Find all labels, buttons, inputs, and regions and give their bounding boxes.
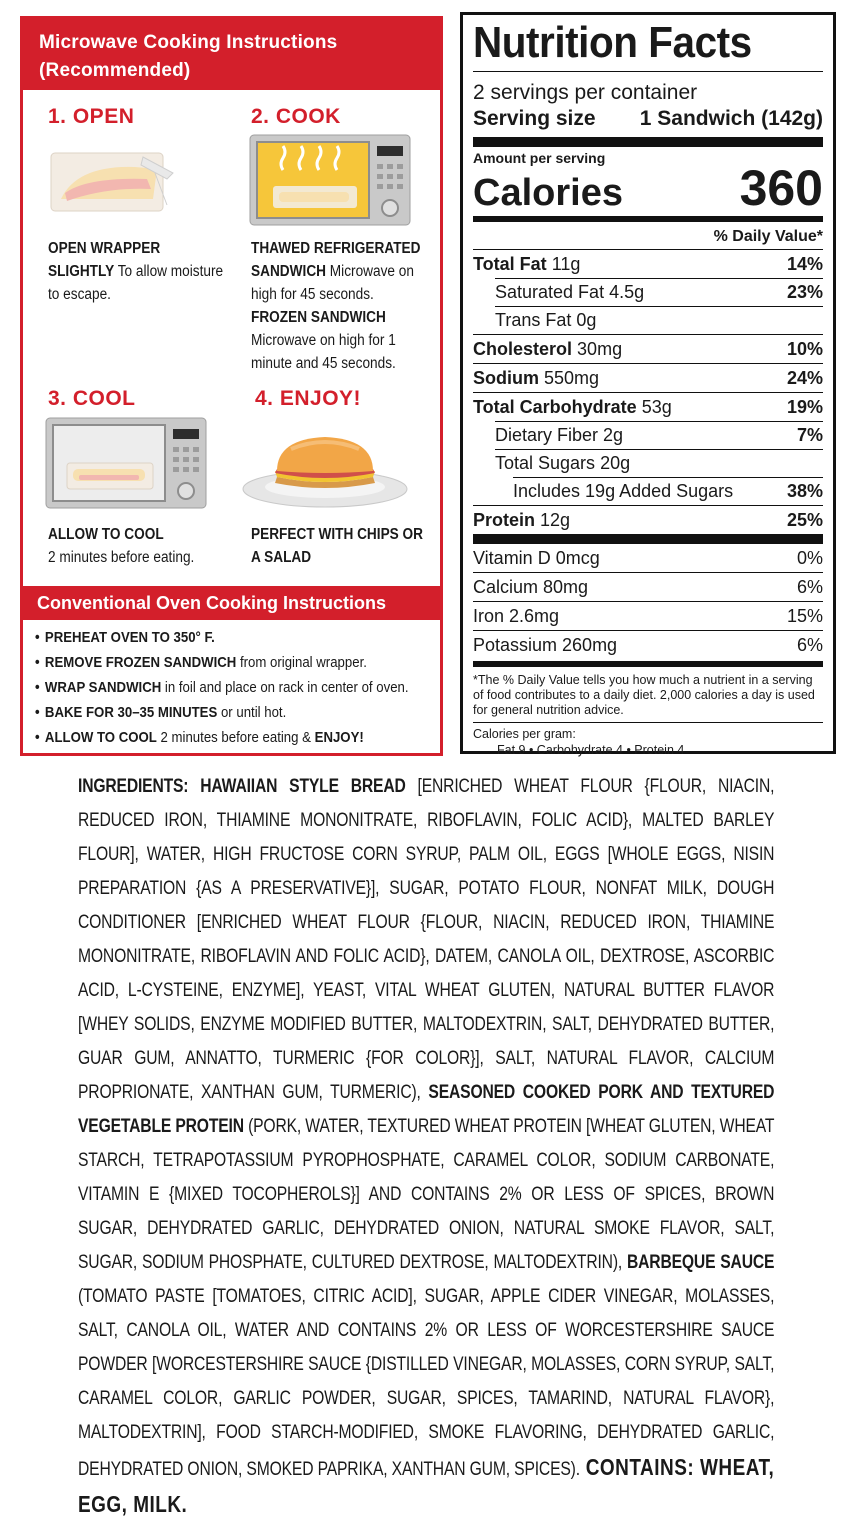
nutrient-name (495, 421, 623, 449)
step-open-text (48, 237, 224, 306)
oven-item-bold: BAKE FOR 30–35 MINUTES (44, 704, 218, 721)
nutrient-amount: 53g (641, 397, 672, 417)
nutrient-daily-value: 38% (786, 481, 823, 501)
step-cook-bold1: THAWED REFRIGERATED SANDWICH (251, 240, 421, 280)
step-title: 4. ENJOY! (255, 387, 362, 410)
step-cook-desc1: Microwave on high for 45 seconds. (251, 263, 414, 303)
step-cool-bold: ALLOW TO COOL (48, 526, 164, 543)
sandwich-plate-icon (241, 429, 411, 511)
microwave-cooking-icon (249, 134, 411, 228)
nutrient-daily-value: 10% (786, 339, 823, 359)
nutrient-label: Includes 19g Added Sugars (513, 481, 734, 501)
nutrient-row (473, 392, 823, 421)
vitamin-label: Vitamin D 0mcg (473, 548, 600, 568)
calories-label: Calories (473, 172, 623, 214)
ingredients-part1: [ENRICHED WHEAT FLOUR {FLOUR, NIACIN, REDUCED IRON, THIAMINE MONONITRATE, RIBOFLAVIN, FOLIC ACID}, MALTED BARLEY FLOUR], WATER, HIGH FRUCTOSE CORN SYRUP, PALM OIL, EGGS [WHOLE EGGS, NISIN PREPARATION {AS A PRESERVATIVE}], SUGAR, POTATO FLOUR, NONFAT MILK, DOUGH CONDITIONER [ENRICHED WHEAT FLOUR {FLOUR, NIACIN, REDUCED IRON, THIAMINE MONONITRATE, RIBOFLAVIN AND FOLIC ACID}, DATEM, CANOLA OIL, DEXTROSE, ASCORBIC ACID, L-CYSTEINE, ENZYME], YEAST, VITAL WHEAT GLUTEN, NATURAL BUTTER FLAVOR [WHEY SOLIDS, ENZYME MODIFIED BUTTER, MALTODEXTRIN, SALT, DEHYDRATED BUTTER, GUAR GUM, ANNATTO, TURMERIC {FOR COLOR}], SALT, NATURAL FLAVOR, CALCIUM PROPRIONATE, XANTHAN GUM, TURMERIC), (78, 776, 775, 1103)
allergen-statement: CONTAINS: WHEAT, EGG, MILK. (78, 1454, 775, 1517)
nutrient-amount: 550mg (544, 368, 600, 388)
nutrition-title: Nutrition Facts (473, 18, 752, 67)
nutrient-name (473, 393, 672, 421)
nutrient-daily-value: 24% (786, 368, 823, 388)
oven-item-text: 2 minutes before eating & (156, 729, 315, 746)
serving-size (473, 106, 823, 132)
nutrient-name (495, 278, 644, 306)
nutrient-name (495, 306, 596, 334)
nutrient-row (473, 250, 823, 278)
nutrient-row (473, 278, 823, 306)
step-enjoy-bold: PERFECT WITH CHIPS OR A SALAD (251, 526, 424, 566)
nutrient-name (473, 335, 622, 363)
step-title: 1. OPEN (48, 105, 135, 128)
oven-instructions-list (35, 625, 495, 750)
nutrient-row (473, 334, 823, 363)
oven-item: • REMOVE FROZEN SANDWICH from original wrapper. (35, 654, 367, 671)
oven-item-text: in foil and place on rack in center of oven. (161, 679, 409, 696)
ingredients-label: INGREDIENTS: HAWAIIAN STYLE BREAD (78, 776, 406, 797)
step-cool (48, 387, 136, 411)
nutrition-facts-panel (460, 12, 836, 757)
oven-item-bold-end: ENJOY! (314, 729, 364, 746)
nutrient-row (473, 306, 823, 334)
step-open-text-wrap (48, 237, 248, 306)
microwave-cooling-icon (45, 417, 207, 511)
vitamin-label: Iron 2.6mg (473, 606, 560, 626)
nutrient-row (473, 363, 823, 392)
nutrient-row (473, 449, 823, 477)
microwave-title: Microwave Cooking Instructions (39, 32, 338, 53)
step-enjoy (255, 387, 361, 411)
nutrient-label: Saturated Fat (495, 282, 605, 302)
wrapped-sandwich-icon (47, 143, 177, 217)
serving-size-label: Serving size (473, 107, 596, 130)
step-cook-desc2: Microwave on high for 1 minute and 45 seconds. (251, 332, 396, 372)
servings-per-container: 2 servings per container (473, 81, 698, 104)
serving-size-value: 1 Sandwich (142g) (639, 107, 823, 130)
calories-row (473, 160, 823, 216)
nutrient-amount: 12g (540, 510, 571, 530)
nutrient-amount: 4.5g (609, 282, 645, 302)
nutrient-name (473, 364, 599, 392)
vitamin-label: Potassium 260mg (473, 635, 618, 655)
nutrient-daily-value: 25% (786, 510, 823, 530)
vitamin-label: Calcium 80mg (473, 577, 589, 597)
step-cool-text (48, 523, 242, 569)
nutrient-label: Total Carbohydrate (473, 397, 637, 417)
oven-item: • WRAP SANDWICH in foil and place on rack in center of oven. (35, 679, 409, 696)
divider-thick (473, 534, 823, 544)
nutrient-name (473, 250, 580, 278)
nutrient-label: Total Fat (473, 254, 547, 274)
calories-value: 360 (739, 160, 823, 216)
oven-item-bold: REMOVE FROZEN SANDWICH (44, 654, 237, 671)
vitamin-daily-value: 6% (796, 577, 823, 597)
oven-item: • PREHEAT OVEN TO 350° F. (35, 629, 215, 646)
ingredients-text (78, 770, 774, 1524)
divider-thick (473, 137, 823, 147)
microwave-header (23, 19, 440, 90)
nutrient-daily-value: 23% (786, 282, 823, 302)
nutrient-label: Trans Fat (495, 310, 572, 330)
vitamin-rows (473, 544, 823, 659)
step-enjoy-text (251, 523, 427, 569)
divider-mid (473, 661, 823, 667)
nutrient-amount: 11g (551, 254, 581, 274)
step-title: 2. COOK (251, 105, 341, 128)
step-title: 3. COOL (48, 387, 136, 410)
calories-per-gram-label: Calories per gram: (473, 727, 576, 741)
nutrient-row (473, 421, 823, 449)
ingredients-part3: (TOMATO PASTE [TOMATOES, CITRIC ACID], SUGAR, APPLE CIDER VINEGAR, MOLASSES, SALT, CANOLA OIL, WATER AND CONTAINS 2% OR LESS OF WORCESTERSHIRE SAUCE POWDER [WORCESTERSHIRE SAUCE {DISTILLED VINEGAR, MOLASSES, CORN SYRUP, SALT, CARAMEL COLOR, GARLIC POWDER, SUGAR, SPICES, TAMARIND, NATURAL FLAVOR}, MALTODEXTRIN], FOOD STARCH-MODIFIED, SMOKE FLAVORING, DEHYDRATED GARLIC, DEHYDRATED ONION, SMOKED PAPRIKA, XANTHAN GUM, SPICES). (78, 1286, 775, 1480)
step-cook-text-wrap (251, 237, 466, 375)
vitamin-daily-value: 0% (796, 548, 823, 568)
oven-item-text: from original wrapper. (236, 654, 367, 671)
ingredients-part2: (PORK, WATER, TEXTURED WHEAT PROTEIN [WHEAT GLUTEN, WHEAT STARCH, TETRAPOTASSIUM PYROPHOSPHATE, CARAMEL COLOR, SODIUM CARBONATE, VITAMIN E {MIXED TOCOPHEROLS}] AND CONTAINS 2% OR LESS OF SPICES, BROWN SUGAR, DEHYDRATED GARLIC, DEHYDRATED ONION, NATURAL SMOKE FLAVOR, SALT, SUGAR, SODIUM PHOSPHATE, CULTURED DEXTROSE, MALTODEXTRIN), (78, 1116, 775, 1273)
step-cool-desc: 2 minutes before eating. (48, 549, 195, 566)
oven-item: • BAKE FOR 30–35 MINUTES or until hot. (35, 704, 287, 721)
nutrient-name (495, 449, 630, 477)
ingredients-pork-label: SEASONED COOKED PORK AND TEXTURED VEGETABLE PROTEIN (78, 1082, 775, 1137)
ingredients-sauce-label: BARBEQUE SAUCE (626, 1252, 775, 1273)
oven-item: • ALLOW TO COOL 2 minutes before eating & ENJOY! (35, 729, 364, 746)
nutrient-daily-value: 19% (786, 397, 823, 417)
step-open-desc: To allow moisture to escape. (48, 263, 224, 303)
step-enjoy-text-wrap (251, 523, 451, 569)
oven-item-bold: ALLOW TO COOL (44, 729, 157, 746)
nutrient-row (473, 505, 823, 534)
oven-item-bold: PREHEAT OVEN TO 350° F. (44, 629, 215, 646)
oven-item-bold: WRAP SANDWICH (44, 679, 162, 696)
nutrient-label: Dietary Fiber (495, 425, 599, 445)
divider-mid (473, 216, 823, 222)
nutrient-label: Total Sugars (495, 453, 596, 473)
vitamin-row (473, 601, 823, 630)
nutrient-name (473, 506, 570, 534)
vitamin-daily-value: 15% (786, 606, 823, 626)
daily-value-header: % Daily Value* (473, 225, 823, 250)
nutrient-amount: 30mg (577, 339, 623, 359)
daily-value-footnote: *The % Daily Value tells you how much a nutrient in a serving of food contributes to a daily diet. 2,000 calories a day is used for general nutrition advice. (473, 673, 823, 723)
nutrient-row (473, 477, 823, 505)
step-open-bold: OPEN WRAPPER SLIGHTLY (48, 240, 161, 280)
nutrient-amount: 0g (576, 310, 597, 330)
step-cook-bold2: FROZEN SANDWICH (251, 309, 386, 326)
vitamin-daily-value: 6% (796, 635, 823, 655)
step-cook-text (251, 237, 440, 375)
vitamin-row (473, 572, 823, 601)
oven-header: Conventional Oven Cooking Instructions (23, 586, 440, 620)
oven-item-text: or until hot. (217, 704, 287, 721)
calories-per-gram-detail: Fat 9 • Carbohydrate 4 • Protein 4 (497, 743, 685, 757)
divider (473, 71, 823, 72)
nutrient-rows (473, 250, 823, 534)
nutrient-daily-value: 7% (796, 425, 823, 445)
step-cool-text-wrap (48, 523, 268, 569)
nutrient-daily-value: 14% (786, 254, 823, 274)
nutrient-amount: 20g (600, 453, 631, 473)
vitamin-row (473, 544, 823, 572)
vitamin-row (473, 630, 823, 659)
cooking-instructions-panel (20, 16, 443, 756)
microwave-subtitle: (Recommended) (39, 60, 191, 81)
nutrient-name (513, 477, 733, 505)
nutrient-label: Protein (473, 510, 536, 530)
nutrient-amount: 2g (603, 425, 624, 445)
nutrient-label: Cholesterol (473, 339, 573, 359)
step-open (48, 105, 134, 129)
amount-per-serving: Amount per serving (473, 150, 606, 166)
nutrient-label: Sodium (473, 368, 539, 388)
step-cook (251, 105, 341, 129)
